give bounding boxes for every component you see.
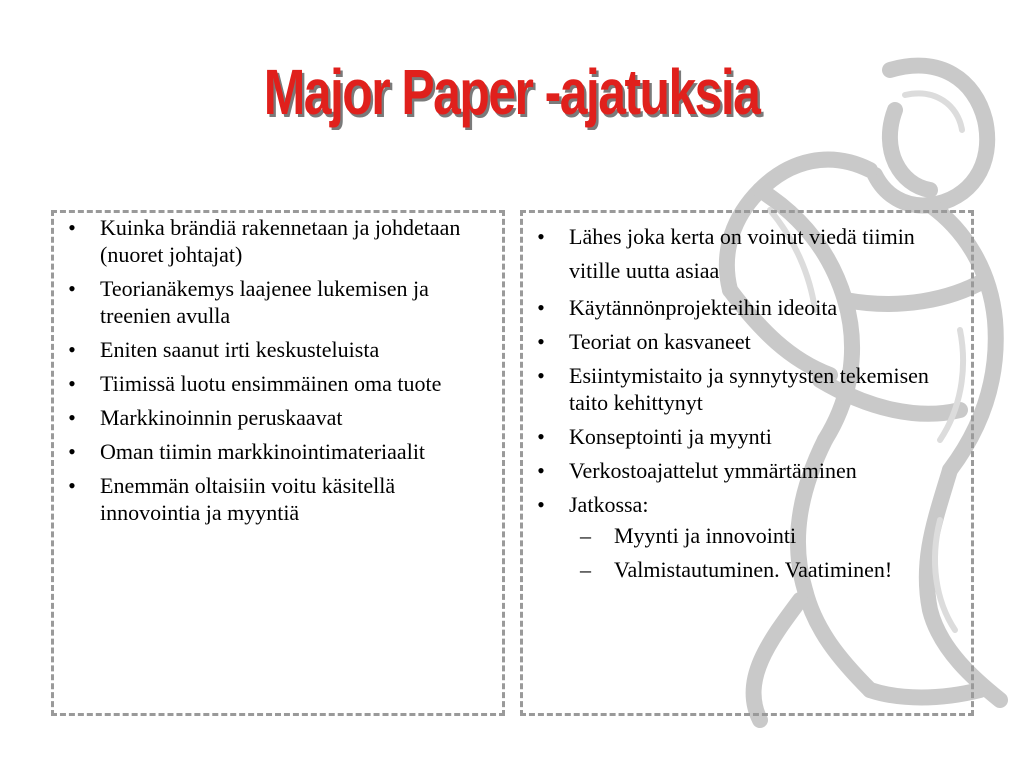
- left-bullet-list: [62, 214, 492, 533]
- list-item-text: Jatkossa:: [569, 492, 649, 517]
- list-item: [62, 438, 492, 465]
- sub-list-item-text: Valmistautuminen. Vaatiminen!: [614, 557, 893, 582]
- bullet-icon: •: [537, 329, 545, 354]
- bullet-icon: •: [537, 295, 545, 320]
- list-item: [531, 328, 965, 355]
- list-item: [531, 220, 965, 288]
- sub-list-item: [569, 522, 965, 549]
- list-item-text: Verkostoajattelut ymmärtäminen: [569, 458, 857, 483]
- right-bullet-list: [531, 220, 965, 590]
- bullet-icon: •: [537, 424, 545, 449]
- bullet-icon: •: [537, 492, 545, 517]
- list-item-text: Oman tiimin markkinointimateriaalit: [100, 439, 426, 464]
- list-item-text: Markkinoinnin peruskaavat: [100, 405, 343, 430]
- list-item-text: Lähes joka kerta on voinut viedä tiimin vitille uutta asiaa: [569, 224, 915, 283]
- bullet-icon: •: [68, 276, 76, 301]
- bullet-icon: •: [68, 371, 76, 396]
- list-item-text: Enemmän oltaisiin voitu käsitellä innovointia ja myyntiä: [100, 473, 396, 525]
- slide-title: Major Paper -ajatuksia: [263, 56, 760, 128]
- dash-icon: –: [580, 523, 591, 548]
- list-item-text: Käytännönprojekteihin ideoita: [569, 295, 838, 320]
- list-item: [531, 362, 965, 416]
- list-item-text: Eniten saanut irti keskusteluista: [100, 337, 380, 362]
- bullet-icon: •: [68, 215, 76, 240]
- sub-bullet-list: [569, 522, 965, 583]
- list-item-text: Konseptointi ja myynti: [569, 424, 772, 449]
- bullet-icon: •: [68, 439, 76, 464]
- list-item: [62, 472, 492, 526]
- bullet-icon: •: [68, 405, 76, 430]
- bullet-icon: •: [68, 473, 76, 498]
- list-item-text: Esiintymistaito ja synnytysten tekemisen taito kehittynyt: [569, 363, 929, 415]
- list-item: [62, 404, 492, 431]
- list-item: [62, 214, 492, 268]
- bullet-icon: •: [68, 337, 76, 362]
- list-item-text: Kuinka brändiä rakennetaan ja johdetaan (nuoret johtajat): [100, 215, 461, 267]
- list-item-text: Teoriat on kasvaneet: [569, 329, 751, 354]
- list-item: [62, 275, 492, 329]
- sub-list-item: [569, 556, 965, 583]
- list-item: [62, 336, 492, 363]
- list-item-text: Teorianäkemys laajenee lukemisen ja treenien avulla: [100, 276, 429, 328]
- bullet-icon: •: [537, 363, 545, 388]
- bullet-icon: •: [537, 458, 545, 483]
- list-item: [62, 370, 492, 397]
- sub-list-item-text: Myynti ja innovointi: [614, 523, 797, 548]
- dash-icon: –: [580, 557, 591, 582]
- list-item-text: Tiimissä luotu ensimmäinen oma tuote: [100, 371, 442, 396]
- list-item: [531, 491, 965, 583]
- bullet-icon: •: [537, 224, 545, 249]
- list-item: [531, 423, 965, 450]
- list-item: [531, 457, 965, 484]
- list-item: [531, 291, 965, 325]
